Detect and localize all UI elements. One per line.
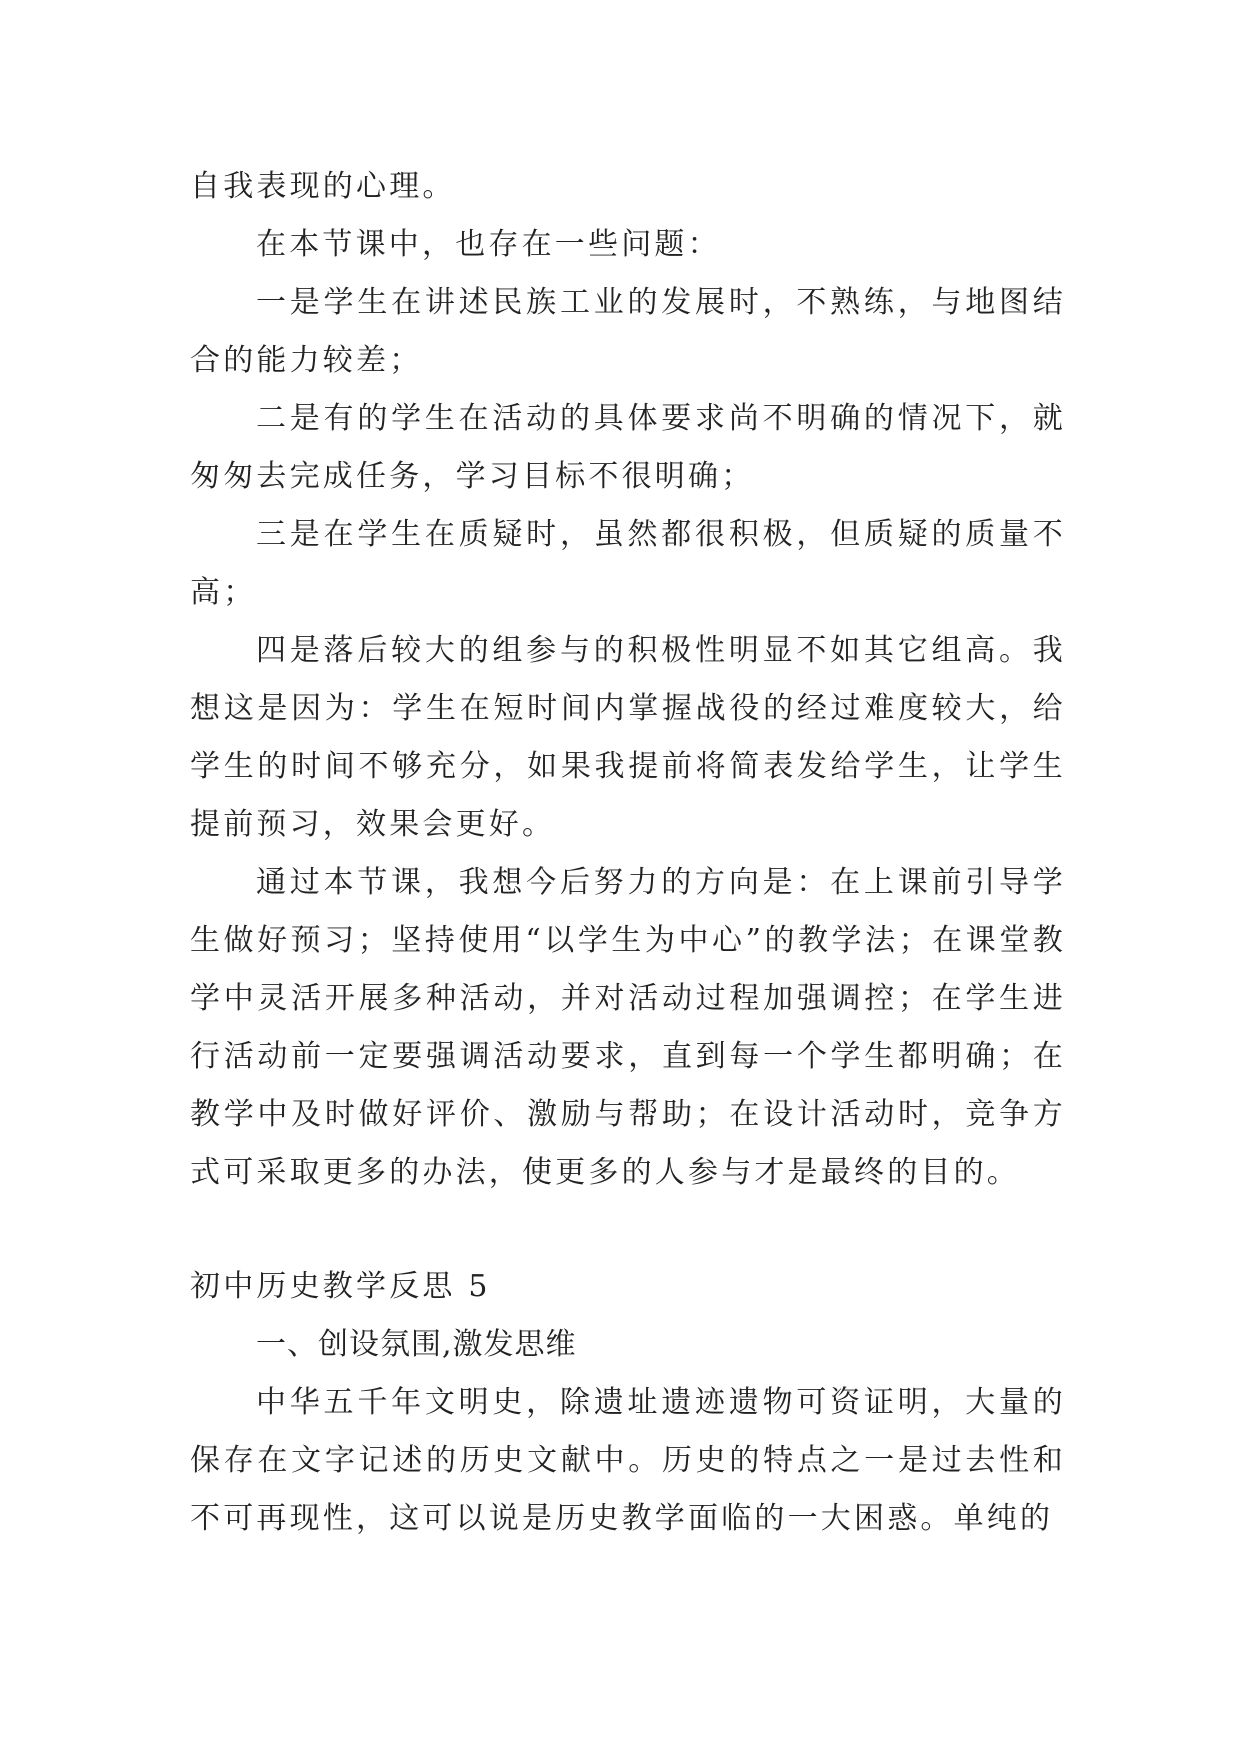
body-paragraph: 三是在学生在质疑时，虽然都很积极，但质疑的质量不高； bbox=[190, 517, 1066, 610]
body-paragraph: 一是学生在讲述民族工业的发展时，不熟练，与地图结合的能力较差； bbox=[190, 285, 1066, 378]
body-paragraph: 通过本节课，我想今后努力的方向是：在上课前引导学生做好预习；坚持使用“以学生为中心”的教学法；在课堂教学中灵活开展多种活动，并对活动过程加强调控；在学生进行活动前一定要强调活动要求，直到每一个学生都明确；在教学中及时做好评价、激励与帮助；在设计活动时，竞争方式可采取更多的办法，使更多的人参与才是最终的目的。 bbox=[190, 865, 1066, 1190]
subheading: 一、创设氛围,激发思维 bbox=[256, 1327, 577, 1362]
section-title: 初中历史教学反思 5 bbox=[190, 1269, 491, 1304]
body-paragraph: 在本节课中，也存在一些问题： bbox=[256, 227, 721, 262]
section-spacer bbox=[190, 1202, 1066, 1258]
paragraphs-after bbox=[190, 1374, 1066, 1548]
body-paragraph: 中华五千年文明史，除遗址遗迹遗物可资证明，大量的保存在文字记述的历史文献中。历史的特点之一是过去性和不可再现性，这可以说是历史教学面临的一大困惑。单纯的 bbox=[190, 1385, 1066, 1536]
body-paragraph: 二是有的学生在活动的具体要求尚不明确的情况下，就匆匆去完成任务，学习目标不很明确； bbox=[190, 401, 1066, 494]
paragraphs-before bbox=[190, 158, 1066, 1202]
document-page bbox=[190, 158, 1066, 1548]
body-paragraph: 四是落后较大的组参与的积极性明显不如其它组高。我想这是因为：学生在短时间内掌握战役的经过难度较大，给学生的时间不够充分，如果我提前将简表发给学生，让学生提前预习，效果会更好。 bbox=[190, 633, 1066, 842]
body-paragraph: 自我表现的心理。 bbox=[190, 169, 456, 204]
